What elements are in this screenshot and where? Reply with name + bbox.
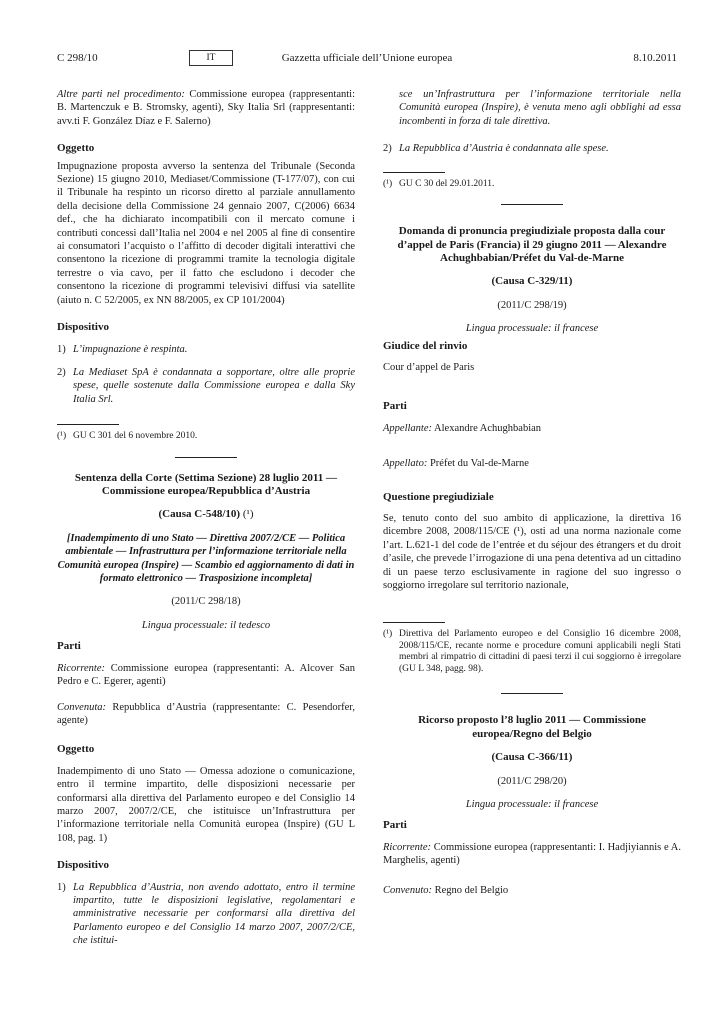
case-reference: (2011/C 298/20) xyxy=(497,775,567,787)
footnote: (¹) GU C 301 del 6 novembre 2010. xyxy=(57,431,198,442)
case-number: (Causa C-329/11) xyxy=(491,275,573,288)
footnote: (¹) GU C 30 del 29.01.2011. xyxy=(383,178,495,189)
case-language: Lingua processuale: il francese xyxy=(465,323,599,335)
issue-date: 8.10.2011 xyxy=(633,52,677,64)
section-heading-questione: Questione pregiudiziale xyxy=(383,490,494,503)
case-language: Lingua processuale: il francese xyxy=(465,799,599,811)
section-heading-parti: Parti xyxy=(383,819,407,832)
section-heading-giudice: Giudice del rinvio xyxy=(383,339,468,352)
oggetto-text: Inadempimento di uno Stato — Omessa adozione o comunicazione, entro il termine impartito, delle disposizioni necessarie per conformarsi alla direttiva del Parlamento europeo e del Consiglio 14 marzo 2007, 2007/2/CE, che istituisce un’Infrastruttura per l’informazione territoriale nella Comunità europea (Inspire) (GU L 108, pag. 1) xyxy=(57,765,355,844)
case-reference: (2011/C 298/18) xyxy=(171,596,241,608)
language-badge: IT xyxy=(189,50,233,66)
appellante-paragraph: Appellante: Alexandre Achughbabian xyxy=(383,422,542,434)
convenuto-paragraph: Convenuto: Regno del Belgio xyxy=(383,884,509,896)
journal-title: Gazzetta ufficiale dell’Unione europea xyxy=(281,52,453,64)
giudice-text: Cour d’appel de Paris xyxy=(383,361,475,373)
dispositivo-item: 1) L’impugnazione è respinta. xyxy=(57,343,188,355)
case-reference: (2011/C 298/19) xyxy=(497,299,567,311)
convenuta-paragraph: Convenuta: Repubblica d’Austria (rappresentante: C. Pesendorfer, agente) xyxy=(57,701,356,726)
appellato-paragraph: Appellato: Préfet du Val-de-Marne xyxy=(383,458,529,470)
questione-text: Se, tenuto conto del suo ambito di applicazione, la direttiva 16 dicembre 2008, 2008/115/CE (¹), osti ad una norma nazionale come l’art. L.621-1 del code de l’entrée et du séjour des étrangers et du droit d’asile, che prevede l’irrogazione di una pena detentiva ad un cittadino di un paese terzo esclusivamente in ragione del suo ingresso o soggiorno irregolare sul territorio nazionale, xyxy=(383,513,682,592)
case-subject: [Inadempimento di uno Stato — Direttiva 2007/2/CE — Politica ambientale — Infrastruttura per l’informazione territoriale nella Comunità europea (Inspire) — Scambio ed aggiornamento di dati in formato elettronico — Trasposizione incompleta] xyxy=(57,532,355,585)
ricorrente-paragraph: Ricorrente: Commissione europea (rappresentanti: A. Alcover San Pedro e C. Egerer, agenti) xyxy=(57,662,355,688)
section-heading-dispositivo: Dispositivo xyxy=(57,859,109,872)
left-column xyxy=(57,88,355,948)
case-language: Lingua processuale: il tedesco xyxy=(141,619,271,631)
journal-code: C 298/10 xyxy=(57,52,98,64)
dispositivo-item: 2) La Mediaset SpA è condannata a sopportare, oltre alle proprie spese, quelle sostenute dalla Commissione europea e dalla Sky Italia Srl. xyxy=(57,366,355,405)
ricorrente-paragraph: Ricorrente: Commissione europea (rappresentanti: I. Hadjiyiannis e A. Marghelis, agenti) xyxy=(383,841,681,867)
footnote: (¹) Direttiva del Parlamento europeo e del Consiglio 16 dicembre 2008, 2008/115/CE, recante norme e procedure comuni applicabili negli Stati membri al rimpatrio di cittadini di paesi terzi il cui soggiorno è irregolare (GU L 348, pagg. 98). xyxy=(383,629,681,674)
other-parties-paragraph: Altre parti nel procedimento: Commissione europea (rappresentanti: B. Martenczuk e B. Stromsky, agenti), Sky Italia Srl (rappresentanti: avv.ti F. González Díaz e F. Salerno) xyxy=(57,89,355,127)
dispositivo-item-continued: sce un’Infrastruttura per l’informazione territoriale nella Comunità europea (Inspire), è venuta meno agli obblighi ad essa incombenti in forza di tale direttiva. xyxy=(399,89,681,127)
case-number: (Causa C-548/10) (¹) xyxy=(158,508,254,521)
case-title: Ricorso proposto l’8 luglio 2011 — Commissione europea/Regno del Belgio xyxy=(418,714,646,740)
dispositivo-item: 2) La Repubblica d’Austria è condannata alle spese. xyxy=(383,143,609,155)
case-number: (Causa C-366/11) xyxy=(491,751,573,764)
case-title: Sentenza della Corte (Settima Sezione) 28 luglio 2011 — Commissione europea/Repubblica d’Austria xyxy=(74,471,338,498)
section-heading-oggetto: Oggetto xyxy=(57,743,95,756)
page-header xyxy=(57,50,677,68)
right-column xyxy=(383,88,681,897)
case-title: Domanda di pronuncia pregiudiziale proposta dalla cour d’appel de Paris (Francia) il 29 giugno 2011 — Alexandre Achughbabian/Préfet du Val-de-Marne xyxy=(397,225,667,264)
section-heading-parti: Parti xyxy=(383,400,407,413)
section-heading-oggetto: Oggetto xyxy=(57,142,95,155)
section-heading-parti: Parti xyxy=(57,640,81,653)
section-heading-dispositivo: Dispositivo xyxy=(57,321,109,334)
dispositivo-item: 1) La Repubblica d’Austria, non avendo adottato, entro il termine impartito, tutte le disposizioni legislative, regolamentari e amministrative necessarie per conformarsi alla direttiva del Parlamento europeo e del Consiglio 14 marzo 2007, 2007/2/CE, che istitui- xyxy=(57,881,355,947)
oggetto-text: Impugnazione proposta avverso la sentenza del Tribunale (Seconda Sezione) 15 giugno 2010, Mediaset/Commissione (T-177/07), con cui il Tribunale ha respinto un ricorso diretto al parziale annullamento della decisione della Commissione 24 gennaio 2007, C(2006) 6634 def., che ha dichiarato incompatibili con il mercato comune i contributi concessi dall’Italia nel 2004 e nel 2005 al fine di consentire ai consumatori l’acquisto o l’affitto di decoder digitali interattivi che consentono la ricezione di programmi tramite la tecnologia digitale terrestre o via cavo, per il fatto che escludono i decoder che consentono la ricezione di programmi televisivi diffusi via satellite (aiuto n. C 52/2005, ex NN 88/2005, ex CP 101/2004) xyxy=(57,160,355,306)
